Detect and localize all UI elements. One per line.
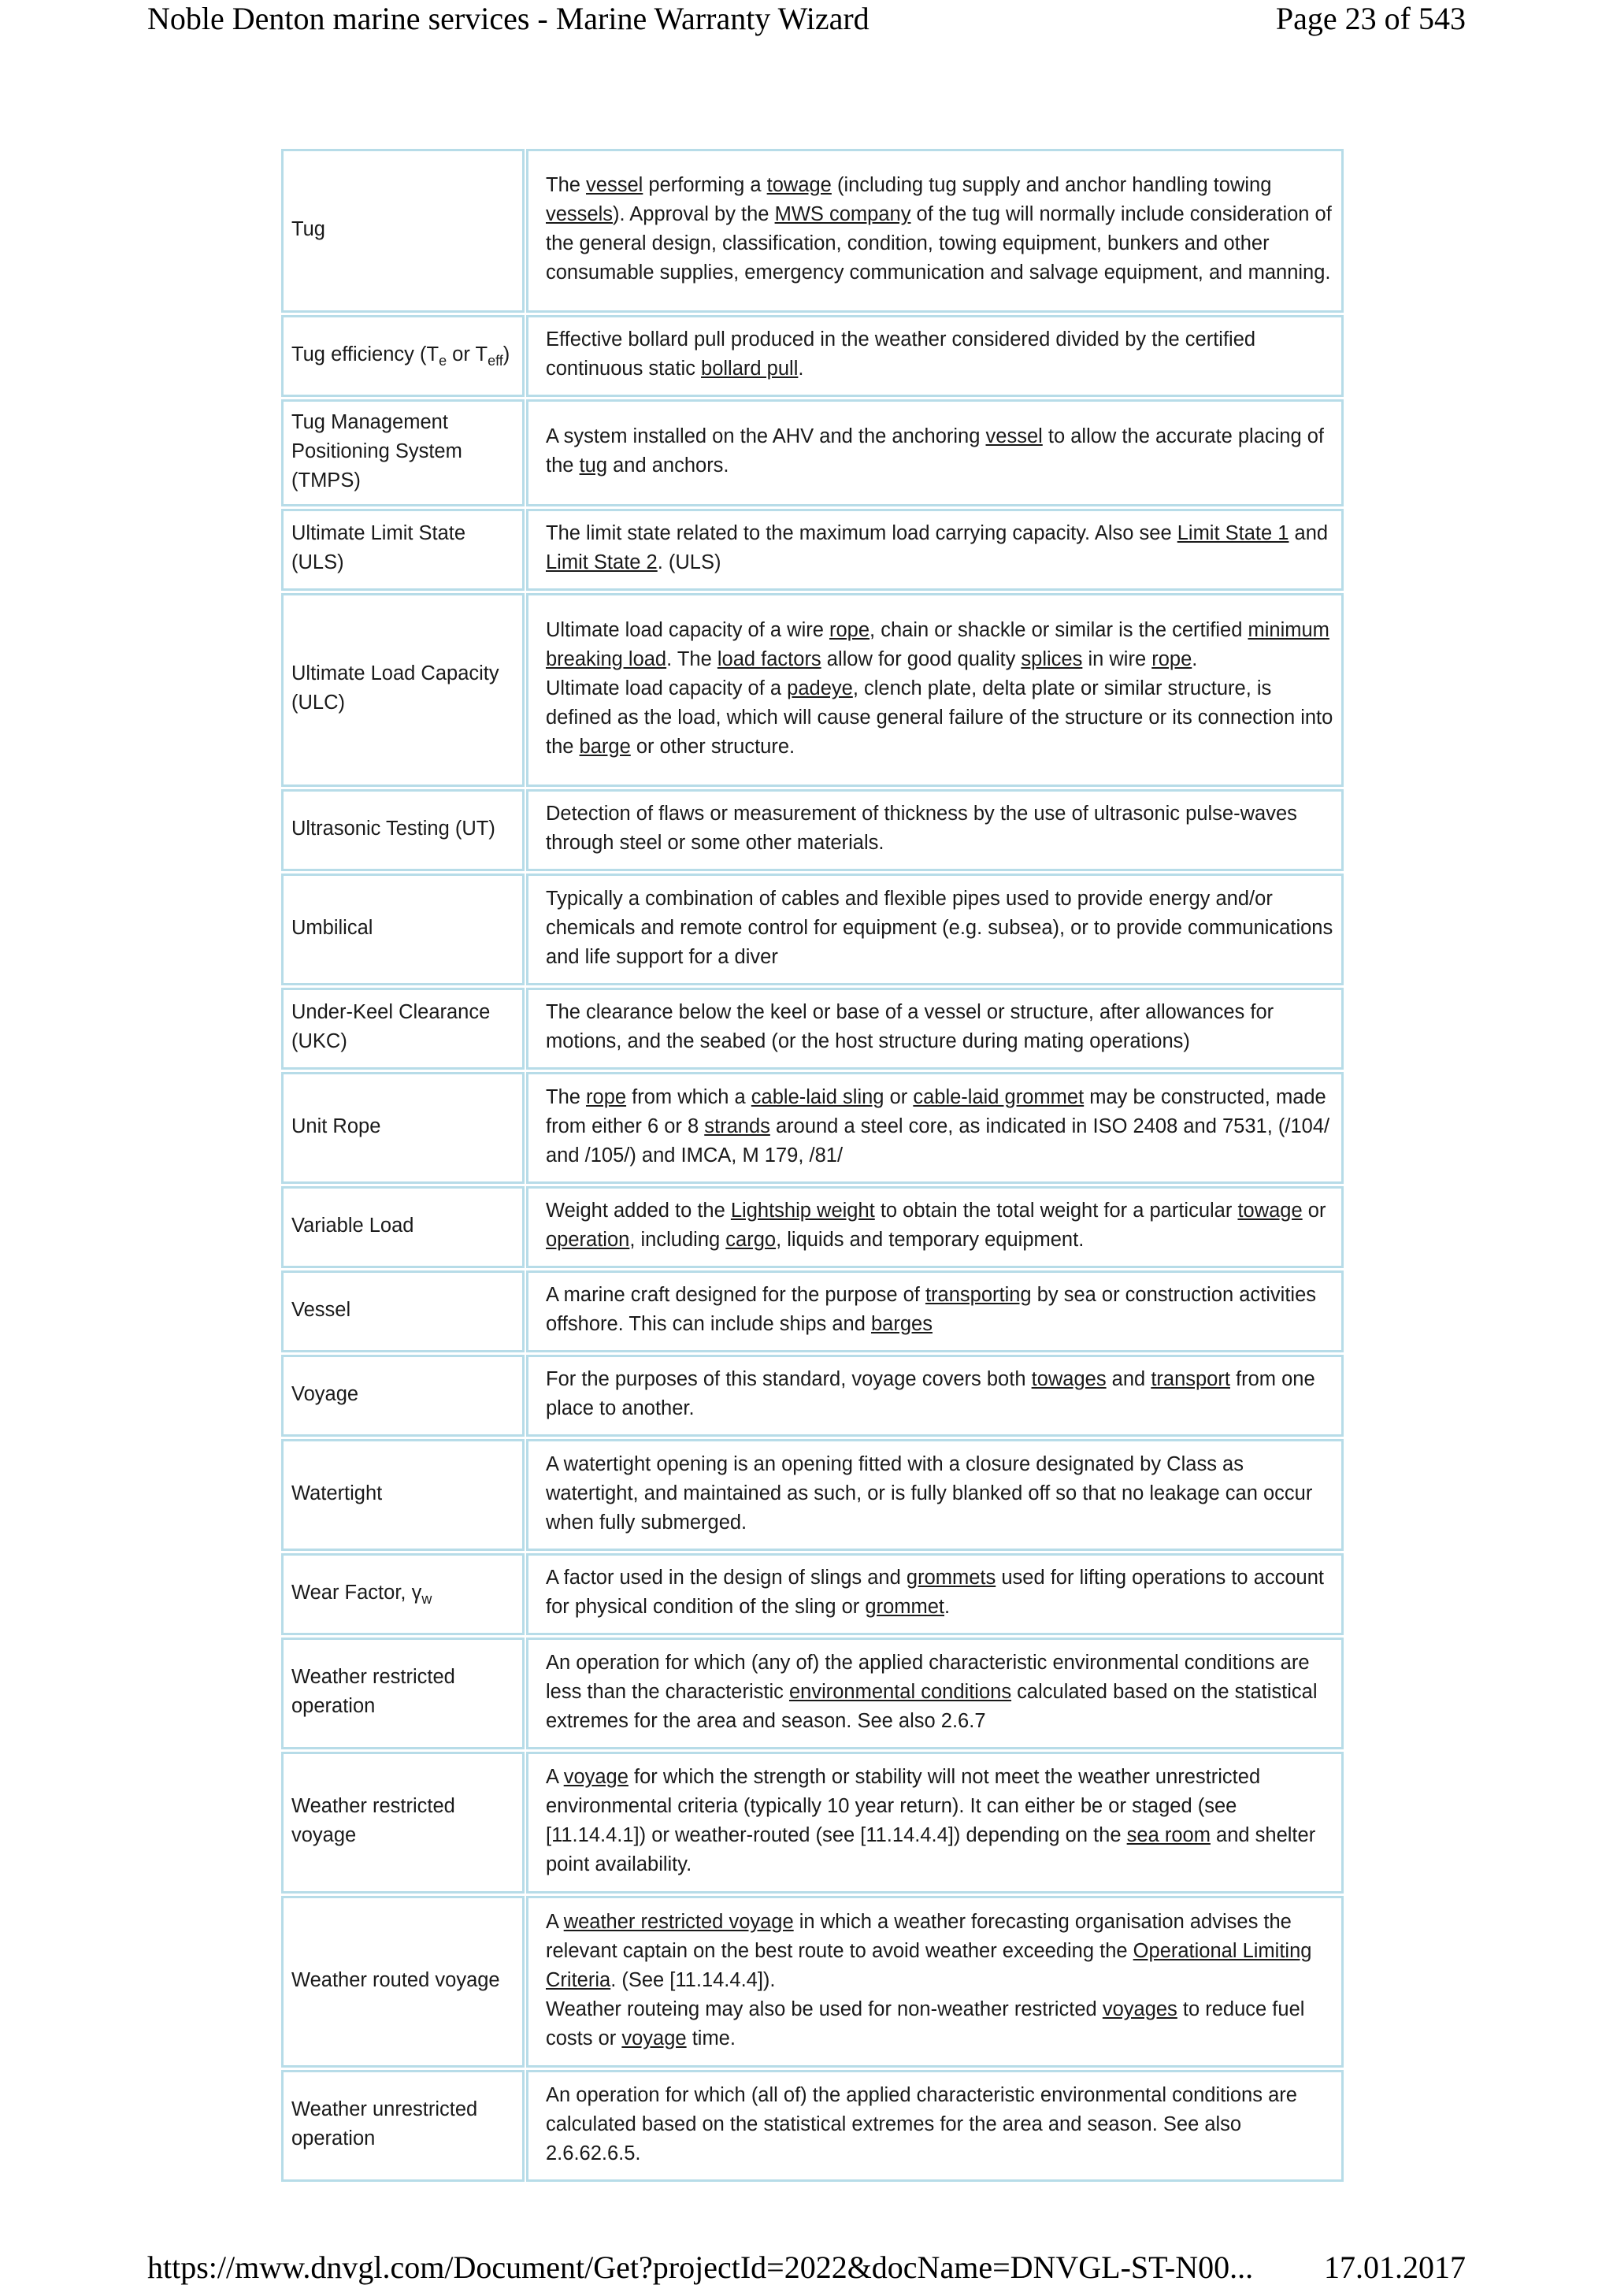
definition-cell	[526, 593, 1344, 787]
definition-paragraph: A watertight opening is an opening fitted with a closure designated by Class as watertight, and maintained as such, or is fully blanked off so that no leakage can occur when fully submerged.	[546, 1452, 1313, 1534]
table-row	[281, 1896, 1344, 2068]
glossary-link[interactable]: minimum breaking load	[546, 618, 1329, 670]
glossary-link[interactable]: padeye	[787, 677, 853, 699]
glossary-link[interactable]: cable-laid grommet	[913, 1085, 1085, 1108]
definition-cell	[526, 1553, 1344, 1635]
table-row	[281, 593, 1344, 787]
glossary-link[interactable]: barges	[870, 1313, 933, 1335]
table-row	[281, 1439, 1344, 1551]
definition-paragraph: The clearance below the keel or base of a vessel or structure, after allowances for motions, and the seabed (or the host structure during mating operations)	[546, 1001, 1274, 1052]
definition-paragraph: A voyage for which the strength or stability will not meet the weather unrestricted environmental criteria (typically 10 year return). It can either be or staged (see [11.14.4.1]) or weather-routed (see [11.14.4.4]) depending on the sea room and shelter point availability.	[546, 1766, 1316, 1875]
definition-cell	[526, 1752, 1344, 1894]
glossary-link[interactable]: Lightship weight	[730, 1200, 875, 1222]
definition-paragraph: Weight added to the Lightship weight to obtain the total weight for a particular towage or operation, including cargo, liquids and temporary equipment.	[546, 1200, 1326, 1251]
term-cell: Weather unrestricted operation	[281, 2070, 525, 2182]
table-row	[281, 1072, 1344, 1184]
term-cell: Weather restricted voyage	[281, 1752, 525, 1894]
definition-paragraph: Effective bollard pull produced in the weather considered divided by the certified continuous static bollard pull.	[546, 328, 1256, 380]
term-cell: Tug efficiency ($T_e$ or $T_{eff}$)	[281, 315, 525, 397]
glossary-link[interactable]: Operational Limiting Criteria	[546, 1939, 1312, 1991]
term-cell: Variable Load	[281, 1186, 525, 1268]
glossary-link[interactable]: cable-laid sling	[751, 1085, 884, 1108]
glossary-link[interactable]: towage	[766, 174, 832, 196]
glossary-link[interactable]: vessel	[586, 174, 643, 196]
table-row	[281, 874, 1344, 985]
definition-cell	[526, 1439, 1344, 1551]
definitions-table	[280, 147, 1345, 2184]
table-row	[281, 988, 1344, 1070]
glossary-link[interactable]: voyage	[621, 2027, 687, 2049]
glossary-link[interactable]: tug	[579, 454, 607, 477]
glossary-link[interactable]: towages	[1031, 1368, 1107, 1390]
term-cell: Ultrasonic Testing (UT)	[281, 789, 525, 871]
document-title: Noble Denton marine services - Marine Warranty Wizard	[147, 1, 870, 36]
glossary-link[interactable]: Limit State 2	[546, 551, 658, 573]
glossary-link[interactable]: rope	[586, 1085, 627, 1108]
term-cell: Tug Management Positioning System (TMPS)	[281, 399, 525, 506]
definition-cell	[526, 149, 1344, 313]
glossary-link[interactable]: environmental conditions	[788, 1680, 1012, 1703]
definition-cell	[526, 1896, 1344, 2068]
term-subscript: e	[439, 352, 447, 369]
page-number: Page 23 of 543	[1275, 1, 1466, 36]
glossary-link[interactable]: vessel	[985, 425, 1043, 447]
term-cell: Ultimate Load Capacity (ULC)	[281, 593, 525, 787]
definition-cell	[526, 1355, 1344, 1437]
definition-cell	[526, 399, 1344, 506]
glossary-link[interactable]: bollard pull	[701, 358, 799, 380]
definition-paragraph: A system installed on the AHV and the anchoring vessel to allow the accurate placing of the tug and anchors.	[546, 425, 1325, 477]
glossary-link[interactable]: operation	[546, 1229, 630, 1251]
term-subscript: w	[421, 1590, 432, 1607]
table-row	[281, 315, 1344, 397]
definition-cell	[526, 1186, 1344, 1268]
definition-paragraph: Typically a combination of cables and flexible pipes used to provide energy and/or chemicals and remote control for equipment (e.g. subsea), or to provide communications and life support for a diver	[546, 887, 1333, 968]
definition-paragraph: Weather routeing may also be used for non-weather restricted voyages to reduce fuel costs or voyage time.	[546, 1997, 1305, 2049]
definition-cell	[526, 1072, 1344, 1184]
definition-paragraph: The vessel performing a towage (including tug supply and anchor handling towing vessels). Approval by the MWS company of the tug will normally include consideration of the general design, classification, condition, towing equipment, bunkers and other consumable supplies, emergency communication and salvage equipment, and manning.	[546, 174, 1332, 284]
glossary-link[interactable]: weather restricted voyage	[563, 1910, 794, 1933]
table-row	[281, 1553, 1344, 1635]
glossary-link[interactable]: grommet	[865, 1596, 944, 1618]
glossary-link[interactable]: rope	[829, 618, 870, 641]
print-date: 17.01.2017	[1324, 2250, 1466, 2285]
definition-paragraph: The limit state related to the maximum load carrying capacity. Also see Limit State 1 and Limit State 2. (ULS)	[546, 522, 1329, 573]
glossary-link[interactable]: voyages	[1102, 1997, 1177, 2020]
definition-paragraph: The rope from which a cable-laid sling or cable-laid grommet may be constructed, made from either 6 or 8 strands around a steel core, as indicated in ISO 2408 and 7531, (/104/ and /105/) and IMCA, M 179, /81/	[546, 1085, 1330, 1167]
glossary-link[interactable]: voyage	[563, 1766, 629, 1788]
definition-cell	[526, 789, 1344, 871]
definition-paragraph: For the purposes of this standard, voyage covers both towages and transport from one place to another.	[546, 1368, 1315, 1419]
term-cell: Wear Factor, $\gamma_w$	[281, 1553, 525, 1635]
term-cell: Voyage	[281, 1355, 525, 1437]
glossary-link[interactable]: vessels	[546, 203, 614, 225]
page-header	[0, 0, 1613, 47]
term-cell: Under-Keel Clearance (UKC)	[281, 988, 525, 1070]
glossary-link[interactable]: grommets	[906, 1567, 996, 1589]
term-cell: Weather restricted operation	[281, 1638, 525, 1749]
term-cell: Ultimate Limit State (ULS)	[281, 509, 525, 591]
glossary-link[interactable]: rope	[1151, 647, 1192, 670]
definition-cell	[526, 509, 1344, 591]
definition-cell	[526, 988, 1344, 1070]
definition-paragraph: A weather restricted voyage in which a weather forecasting organisation advises the relevant captain on the best route to avoid weather exceeding the Operational Limiting Criteria. (See [11.14.4.4]).	[546, 1910, 1312, 1991]
table-row	[281, 149, 1344, 313]
term-cell: Watertight	[281, 1439, 525, 1551]
definition-paragraph: A marine craft designed for the purpose of transporting by sea or construction activities offshore. This can include ships and barges	[546, 1284, 1317, 1335]
definition-cell	[526, 2070, 1344, 2182]
term-cell: Vessel	[281, 1270, 525, 1352]
glossary-link[interactable]: Limit State 1	[1177, 522, 1289, 544]
glossary-link[interactable]: MWS company	[774, 203, 911, 225]
definition-paragraph: An operation for which (all of) the applied characteristic environmental conditions are calculated based on the statistical extremes for the area and season. See also 2.6.62.6.5.	[546, 2083, 1297, 2164]
term-cell: Unit Rope	[281, 1072, 525, 1184]
glossary-link[interactable]: cargo	[725, 1229, 777, 1251]
glossary-link[interactable]: towage	[1237, 1200, 1303, 1222]
term-cell: Weather routed voyage	[281, 1896, 525, 2068]
term-cell: Umbilical	[281, 874, 525, 985]
glossary-link[interactable]: barge	[579, 735, 631, 758]
definition-cell	[526, 874, 1344, 985]
definition-paragraph: A factor used in the design of slings and grommets used for lifting operations to account for physical condition of the sling or grommet.	[546, 1567, 1325, 1618]
glossary-link[interactable]: sea room	[1126, 1824, 1211, 1846]
definition-cell	[526, 1270, 1344, 1352]
glossary-link[interactable]: transporting	[925, 1284, 1032, 1306]
definition-paragraph: Ultimate load capacity of a wire rope, chain or shackle or similar is the certified minimum breaking load. The load factors allow for good quality splices in wire rope.	[546, 618, 1329, 670]
definition-cell	[526, 1638, 1344, 1749]
glossary-link[interactable]: load factors	[717, 647, 821, 670]
definition-cell	[526, 315, 1344, 397]
definition-paragraph: Ultimate load capacity of a padeye, clench plate, delta plate or similar structure, is defined as the load, which will cause general failure of the structure or its connection into the barge or other structure.	[546, 677, 1333, 758]
table-row	[281, 1186, 1344, 1268]
table-row	[281, 509, 1344, 591]
table-row	[281, 399, 1344, 506]
definition-paragraph: Detection of flaws or measurement of thickness by the use of ultrasonic pulse-waves through steel or some other materials.	[546, 803, 1297, 854]
document-url: https://mww.dnvgl.com/Document/Get?projectId=2022&docName=DNVGL-ST-N00...	[147, 2250, 1254, 2285]
table-row	[281, 1355, 1344, 1437]
table-row	[281, 1270, 1344, 1352]
page-footer	[0, 2249, 1613, 2296]
table-row	[281, 2070, 1344, 2182]
glossary-link[interactable]: strands	[704, 1115, 770, 1137]
glossary-link[interactable]: transport	[1151, 1368, 1230, 1390]
glossary-link[interactable]: splices	[1021, 647, 1083, 670]
table-row	[281, 789, 1344, 871]
term-cell: Tug	[281, 149, 525, 313]
table-row	[281, 1752, 1344, 1894]
term-subscript: eff	[488, 352, 503, 369]
table-row	[281, 1638, 1344, 1749]
definition-paragraph: An operation for which (any of) the applied characteristic environmental conditions are less than the characteristic environmental conditions calculated based on the statistical extremes for the area and season. See also 2.6.7	[546, 1651, 1318, 1732]
